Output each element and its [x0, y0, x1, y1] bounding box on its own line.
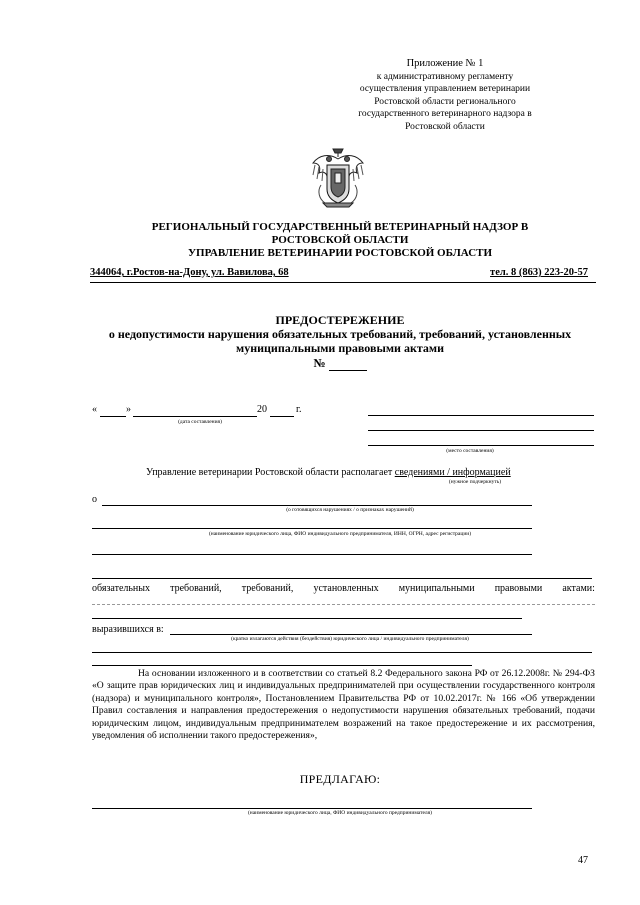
- entity-field-2[interactable]: [92, 554, 532, 555]
- req-word: требований,: [241, 583, 294, 594]
- org-line: РЕГИОНАЛЬНЫЙ ГОСУДАРСТВЕННЫЙ ВЕТЕРИНАРНЫЙ НАДЗОР В: [151, 221, 529, 233]
- about-field[interactable]: [102, 505, 532, 506]
- req-word: правовыми: [494, 583, 543, 594]
- req-field-2[interactable]: [92, 618, 522, 619]
- coat-of-arms-icon: [309, 145, 367, 209]
- propose-heading: ПРЕДЛАГАЮ:: [299, 772, 381, 786]
- propose-caption: (наименование юридического лица, ФИО индивидуального предпринимателя): [247, 810, 433, 816]
- entity-caption: (наименование юридического лица, ФИО индивидуального предпринимателя, ИНН, ОГРН, адрес регистрации): [208, 531, 472, 537]
- appendix-line: государственного ветеринарного надзора в: [358, 109, 532, 119]
- document-title: [80, 313, 600, 355]
- req-field-1[interactable]: [92, 604, 595, 605]
- place-field-2[interactable]: [368, 430, 594, 431]
- date-caption: (дата составления): [178, 419, 222, 425]
- entity-field[interactable]: [92, 528, 532, 529]
- appendix-line: осуществления управлением ветеринарии: [359, 84, 531, 94]
- expressed-field[interactable]: [170, 634, 532, 635]
- legal-basis-text: На основании изложенного и в соответствии со статьей 8.2 Федерального закона РФ от 26.12.2008г. № 294-ФЗ «О защите прав юридических лиц и индивидуальных предпринимателей при осуществлении государственного контроля (надзора) и муниципального контроля», Постановлением Правительства РФ от 10.02.2017г. № 166 «Об утверждении Правил составления и направления предостережения о недопустимости нарушения обязательных требований, подачи юридическим лицом, индивидуальным предпринимателем возражений на такое предостережение и их рассмотрения, уведомления об исполнении такого предостережения»,: [92, 668, 595, 742]
- req-word: требований,: [170, 583, 222, 594]
- possesses-label: Управление ветеринарии Ростовской области располагает: [146, 467, 393, 478]
- legal-basis-paragraph: [92, 668, 595, 742]
- title-subtitle-cont: муниципальными правовыми актами: [236, 341, 444, 355]
- propose-field[interactable]: [92, 808, 532, 809]
- appendix-line: Ростовской области: [405, 121, 485, 132]
- quote-close: »: [126, 404, 131, 415]
- place-caption: (место составления): [446, 448, 494, 454]
- month-field[interactable]: [133, 416, 257, 417]
- appendix-line: к административному регламенту: [376, 71, 514, 82]
- place-field-3[interactable]: [368, 445, 594, 446]
- appendix-line: Приложение № 1: [406, 58, 484, 69]
- about-label: о: [92, 494, 97, 505]
- year-prefix: 20: [257, 404, 267, 415]
- number-sign: №: [313, 356, 326, 370]
- underline-note: (нужное подчеркнуть): [448, 479, 502, 485]
- place-field-1[interactable]: [368, 415, 594, 416]
- year-field[interactable]: [270, 416, 294, 417]
- possesses-text: [146, 467, 511, 478]
- page-number: 47: [578, 855, 588, 866]
- expressed-field-3[interactable]: [92, 665, 472, 666]
- org-line: УПРАВЛЕНИЕ ВЕТЕРИНАРИИ РОСТОВСКОЙ ОБЛАСТИ: [187, 247, 493, 259]
- appendix-block: [340, 58, 550, 133]
- expressed-label: выразившихся в:: [92, 624, 164, 635]
- year-suffix: г.: [296, 404, 302, 415]
- expressed-caption: (кратко излагаются действия (бездействия) юридического лица / индивидуального предпринимателя): [231, 636, 469, 642]
- req-word: установленных: [313, 583, 379, 594]
- title-subtitle: о недопустимости нарушения обязательных требований, требований, установленных: [108, 327, 572, 341]
- expressed-field-2[interactable]: [92, 652, 592, 653]
- req-word: актами:: [562, 583, 595, 594]
- about-caption: (о готовящихся нарушениях / о признаках нарушений): [286, 507, 414, 513]
- phone-text: тел. 8 (863) 223-20-57: [490, 267, 588, 278]
- document-number: [80, 356, 600, 371]
- number-field[interactable]: [329, 359, 367, 371]
- req-word: муниципальными: [398, 583, 475, 594]
- requirements-row: [92, 583, 595, 594]
- title-main: ПРЕДОСТЕРЕЖЕНИЕ: [275, 313, 405, 327]
- address-bar: [90, 267, 596, 283]
- req-word: обязательных: [92, 583, 150, 594]
- day-field[interactable]: [100, 416, 126, 417]
- appendix-line: Ростовской области регионального: [374, 96, 516, 107]
- organization-header: [80, 221, 600, 260]
- org-line: РОСТОВСКОЙ ОБЛАСТИ: [271, 234, 409, 246]
- quote-open: «: [92, 404, 97, 415]
- info-option: сведениями / информацией: [394, 467, 511, 478]
- entity-field-3[interactable]: [92, 578, 592, 579]
- address-text: 344064, г.Ростов-на-Дону, ул. Вавилова, 68: [90, 267, 289, 278]
